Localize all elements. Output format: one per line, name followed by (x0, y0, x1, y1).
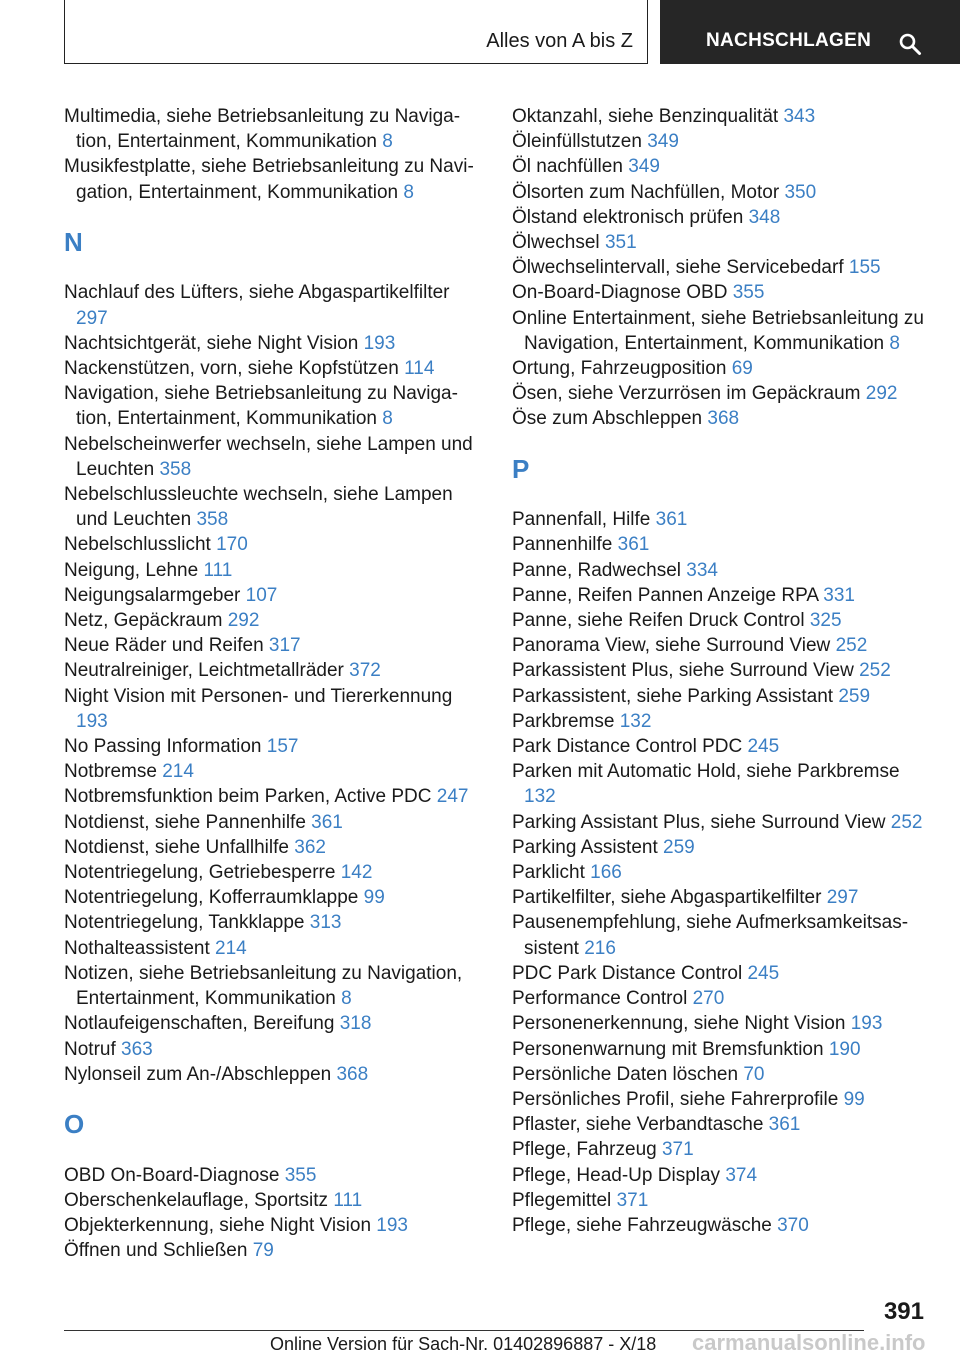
index-entry-text: Oberschenkelauflage, Sportsitz (64, 1189, 329, 1211)
index-entry (64, 633, 480, 658)
index-entry-text: Persönliche Daten löschen (512, 1063, 739, 1085)
index-entry (512, 255, 932, 280)
index-entry (512, 558, 932, 583)
index-entry-text: Neue Räder und Reifen (64, 635, 264, 657)
page-reference-link[interactable]: 99 (363, 887, 385, 909)
index-entry (64, 154, 480, 204)
index-entry (512, 129, 932, 154)
page-reference-link[interactable]: 317 (268, 635, 301, 657)
index-entry (64, 835, 480, 860)
page-reference-link[interactable]: 270 (692, 988, 725, 1010)
index-entry (512, 1011, 932, 1036)
online-version-note: Online Version für Sach-Nr. 01402896887 - X/18 (270, 1334, 657, 1354)
index-entry-text: On-Board-Diagnose OBD (512, 282, 728, 304)
page-reference-link[interactable]: 371 (616, 1189, 649, 1211)
page-reference-link[interactable]: 8 (403, 181, 414, 203)
page-reference-link[interactable]: 107 (245, 584, 278, 606)
index-entry (512, 885, 932, 910)
page-reference-link[interactable]: 132 (619, 710, 652, 732)
page-reference-link[interactable]: 368 (336, 1063, 369, 1085)
page-reference-link[interactable]: 297 (76, 307, 108, 329)
page-reference-link[interactable]: 216 (584, 937, 616, 959)
page-reference-link[interactable]: 292 (865, 383, 898, 405)
index-entry (512, 1163, 932, 1188)
index-entry (64, 1188, 480, 1213)
index-entry (64, 961, 480, 1011)
index-entry-text: Nackenstützen, vorn, siehe Kopfstützen (64, 358, 399, 380)
search-icon[interactable] (898, 32, 922, 56)
page-reference-link[interactable]: 214 (162, 761, 194, 783)
index-entry (512, 759, 932, 809)
page-reference-link[interactable]: 190 (828, 1038, 861, 1060)
index-entry-text: Nachlauf des Lüfters, siehe Abgaspartikelfilter (64, 282, 450, 304)
index-entry (64, 936, 480, 961)
page-reference-link[interactable]: 252 (890, 811, 923, 833)
page-reference-link[interactable]: 358 (159, 458, 192, 480)
index-entry-text: Oktanzahl, siehe Benzinqualität (512, 106, 779, 127)
index-entry-text: Personenerkennung, siehe Night Vision (512, 1013, 846, 1035)
index-entry (64, 810, 480, 835)
index-entry-text: Panne, Reifen Pannen Anzeige RPA (512, 584, 818, 606)
index-entry (64, 1037, 480, 1062)
index-entry-text: Pflege, Head-Up Display (512, 1164, 721, 1186)
page-reference-link[interactable]: 166 (590, 862, 622, 884)
index-entry-text: Nebelschlusslicht (64, 534, 211, 556)
index-entry (512, 608, 932, 633)
page-reference-link[interactable]: 8 (382, 408, 393, 430)
page-reference-link[interactable]: 371 (661, 1139, 694, 1161)
index-entry (64, 356, 480, 381)
index-entry (64, 684, 480, 734)
index-entry-text: Parking Assistant Plus, siehe Surround View (512, 811, 886, 833)
index-entry-text: Ortung, Fahrzeugposition (512, 358, 727, 380)
page-reference-link[interactable]: 214 (215, 937, 247, 959)
index-entry-text: Online Entertainment, siehe Betriebsanleitung zu Navigation, Entertainment, Kommunikation (512, 307, 924, 354)
page-reference-link[interactable]: 193 (363, 332, 396, 354)
index-entry-text: Notruf (64, 1038, 116, 1060)
page-reference-link[interactable]: 193 (376, 1214, 408, 1236)
index-letter-heading: N (64, 226, 83, 257)
index-entry-text: Pflegemittel (512, 1189, 612, 1211)
index-entry-text: Nebelscheinwerfer wechseln, siehe Lampen und Leuchten (64, 433, 473, 480)
index-entry (512, 280, 932, 305)
page-reference-link[interactable]: 334 (686, 559, 718, 581)
index-entry-text: Öleinfüllstutzen (512, 131, 642, 153)
index-entry (64, 482, 480, 532)
index-entry-text: Ösen, siehe Verzurrösen im Gepäckraum (512, 383, 861, 405)
index-entry (512, 810, 932, 835)
page-reference-link[interactable]: 355 (732, 282, 765, 304)
page-reference-link[interactable]: 111 (333, 1189, 363, 1211)
index-entry-text: Panne, siehe Reifen Druck Control (512, 610, 805, 632)
chapter-tab[interactable] (660, 0, 960, 64)
index-entry (64, 860, 480, 885)
index-entry (64, 583, 480, 608)
index-entry-text: Performance Control (512, 988, 688, 1010)
page-reference-link[interactable]: 252 (859, 660, 891, 682)
index-entry-text: Notentriegelung, Tankklappe (64, 912, 305, 934)
index-entry-text: Notentriegelung, Getriebesperre (64, 862, 336, 884)
page-reference-link[interactable]: 350 (784, 181, 817, 203)
index-entry (64, 608, 480, 633)
page-reference-link[interactable]: 331 (823, 584, 855, 606)
index-entry-text: Neutralreiniger, Leichtmetallräder (64, 660, 344, 682)
index-entry-text: Navigation, siehe Betriebsanleitung zu Navigation, Entertainment, Kommunikation (64, 383, 458, 430)
page-reference-link[interactable]: 245 (747, 736, 780, 758)
page-reference-link[interactable]: 292 (227, 610, 260, 632)
index-entry (64, 1011, 480, 1036)
index-letter-heading: P (512, 453, 530, 484)
index-entry (64, 658, 480, 683)
index-entry (64, 1238, 480, 1263)
page-reference-link[interactable]: 245 (747, 962, 780, 984)
index-entry (64, 910, 480, 935)
index-entry (512, 381, 932, 406)
page-reference-link[interactable]: 114 (404, 358, 435, 380)
section-tab (64, 0, 648, 64)
page-reference-link[interactable]: 79 (252, 1240, 274, 1262)
index-entry-text: Nylonseil zum An-/Abschleppen (64, 1063, 332, 1085)
page-reference-link[interactable]: 372 (349, 660, 381, 682)
index-entry-text: OBD On-Board-Diagnose (64, 1164, 280, 1186)
index-column-left (64, 104, 480, 1263)
page-reference-link[interactable]: 297 (826, 887, 859, 909)
page-reference-link[interactable]: 259 (838, 685, 871, 707)
index-column-right (512, 104, 932, 1238)
index-entry-text: Pannenfall, Hilfe (512, 509, 651, 531)
index-entry (64, 734, 480, 759)
page-reference-link[interactable]: 252 (835, 635, 868, 657)
page-reference-link[interactable]: 343 (783, 106, 816, 127)
index-entry (512, 356, 932, 381)
page-reference-link[interactable]: 349 (647, 131, 679, 153)
index-entry (64, 331, 480, 356)
page-reference-link[interactable]: 8 (382, 131, 393, 153)
index-entry-text: Notdienst, siehe Pannenhilfe (64, 811, 306, 833)
index-entry-text: Notizen, siehe Betriebsanleitung zu Navigation, Entertainment, Kommunikation (64, 962, 463, 1010)
index-entry (512, 633, 932, 658)
page-reference-link[interactable]: 355 (284, 1164, 317, 1186)
index-entry-text: Parkbremse (512, 710, 615, 732)
page-reference-link[interactable]: 157 (266, 736, 299, 758)
index-entry-text: Nachtsichtgerät, siehe Night Vision (64, 332, 359, 354)
index-entry-text: Objekterkennung, siehe Night Vision (64, 1214, 372, 1236)
index-entry-text: Parklicht (512, 862, 585, 884)
page-reference-link[interactable]: 8 (889, 332, 900, 354)
index-entry (64, 885, 480, 910)
index-entry-text: Öl nachfüllen (512, 156, 623, 178)
index-entry (512, 658, 932, 683)
index-entry-text: PDC Park Distance Control (512, 962, 743, 984)
page-reference-link[interactable]: 193 (76, 710, 108, 732)
page-reference-link[interactable]: 155 (848, 257, 881, 279)
index-entry (64, 1213, 480, 1238)
index-entry-text: Ölsorten zum Nachfüllen, Motor (512, 181, 780, 203)
index-entry (512, 306, 932, 356)
page-reference-link[interactable]: 132 (524, 786, 556, 808)
page-reference-link[interactable]: 313 (309, 912, 342, 934)
index-entry (64, 532, 480, 557)
index-entry-text: Parken mit Automatic Hold, siehe Parkbremse (512, 761, 900, 783)
index-entry-text: Notentriegelung, Kofferraumklappe (64, 887, 359, 909)
index-entry-text: Pannenhilfe (512, 534, 613, 556)
index-entry (64, 759, 480, 784)
index-entry (512, 532, 932, 557)
index-entry (512, 684, 932, 709)
index-entry (512, 835, 932, 860)
index-entry (512, 406, 932, 431)
index-entry-text: Netz, Gepäckraum (64, 610, 223, 632)
index-entry (64, 381, 480, 431)
page-reference-link[interactable]: 69 (731, 358, 753, 380)
page-reference-link[interactable]: 361 (617, 534, 650, 556)
index-entry-text: Park Distance Control PDC (512, 736, 743, 758)
index-entry (512, 1037, 932, 1062)
index-entry (512, 961, 932, 986)
page-reference-link[interactable]: 99 (843, 1088, 865, 1110)
index-entry (512, 1188, 932, 1213)
index-entry (512, 154, 932, 179)
index-entry (64, 104, 480, 154)
index-entry (512, 507, 932, 532)
index-entry-text: Panne, Radwechsel (512, 559, 681, 581)
index-entry (512, 734, 932, 759)
index-entry (512, 180, 932, 205)
section-title: Alles von A bis Z (486, 30, 633, 52)
index-entry (64, 784, 480, 809)
page-reference-link[interactable]: 325 (809, 610, 842, 632)
index-entry (512, 860, 932, 885)
page-reference-link[interactable]: 142 (340, 862, 373, 884)
index-entry-text: Personenwarnung mit Bremsfunktion (512, 1038, 824, 1060)
index-entry (64, 1062, 480, 1087)
index-entry-text: Pflege, Fahrzeug (512, 1139, 657, 1161)
index-entry (512, 1062, 932, 1087)
index-entry-text: Pflege, siehe Fahrzeugwäsche (512, 1214, 772, 1236)
index-entry-text: Persönliches Profil, siehe Fahrerprofile (512, 1088, 839, 1110)
watermark: carmanualsonline.info (692, 1330, 926, 1355)
index-entry (512, 1137, 932, 1162)
page-reference-link[interactable]: 349 (628, 156, 660, 178)
index-entry (512, 205, 932, 230)
page-reference-link[interactable]: 374 (725, 1164, 758, 1186)
index-entry (512, 1112, 932, 1137)
index-entry-text: Notdienst, siehe Unfallhilfe (64, 836, 289, 858)
page-reference-link[interactable]: 70 (743, 1063, 765, 1085)
page-reference-link[interactable]: 318 (339, 1013, 372, 1035)
index-entry-text: Musikfestplatte, siehe Betriebsanleitung zu Navigation, Entertainment, Kommunikation (64, 156, 474, 203)
index-entry (512, 709, 932, 734)
chapter-title: NACHSCHLAGEN (706, 30, 872, 51)
index-entry-text: Öse zum Abschleppen (512, 408, 703, 430)
page-reference-link[interactable]: 361 (655, 509, 688, 531)
index-entry-text: Partikelfilter, siehe Abgaspartikelfilter (512, 887, 822, 909)
page-reference-link[interactable]: 368 (707, 408, 740, 430)
page-reference-link[interactable]: 8 (341, 988, 352, 1010)
index-entry-text: Pflaster, siehe Verbandtasche (512, 1114, 764, 1136)
index-entry-text: Neigungsalarmgeber (64, 584, 241, 606)
index-entry-text: Ölstand elektronisch prüfen (512, 206, 744, 228)
index-entry (512, 1087, 932, 1112)
index-entry-text: Parking Assistent (512, 836, 658, 858)
page-reference-link[interactable]: 111 (203, 559, 233, 581)
index-entry-text: Ölwechselintervall, siehe Servicebedarf (512, 257, 844, 279)
index-entry-text: Nothalteassistent (64, 937, 210, 959)
page-reference-link[interactable]: 358 (196, 509, 229, 531)
index-entry (64, 432, 480, 482)
index-entry-text: Neigung, Lehne (64, 559, 199, 581)
page-reference-link[interactable]: 361 (768, 1114, 801, 1136)
index-entry-text: Parkassistent Plus, siehe Surround View (512, 660, 854, 682)
index-entry (64, 558, 480, 583)
index-entry-text: Multimedia, siehe Betriebsanleitung zu Navigation, Entertainment, Kommunikation (64, 106, 461, 153)
index-entry-text: Parkassistent, siehe Parking Assistant (512, 685, 834, 707)
index-entry-text: Night Vision mit Personen- und Tiererkennung (64, 685, 453, 707)
index-entry (512, 1213, 932, 1238)
index-letter-heading: O (64, 1108, 85, 1139)
page-reference-link[interactable]: 247 (436, 786, 469, 808)
page-reference-link[interactable]: 361 (311, 811, 343, 833)
page-reference-link[interactable]: 351 (604, 232, 637, 254)
index-entry-text: Notbremse (64, 761, 157, 783)
index-entry-text: Panorama View, siehe Surround View (512, 635, 831, 657)
index-entry-text: Notbremsfunktion beim Parken, Active PDC (64, 786, 432, 808)
index-entry-text: Öffnen und Schließen (64, 1240, 248, 1262)
index-entry-text: Ölwechsel (512, 232, 600, 254)
page-reference-link[interactable]: 370 (777, 1214, 809, 1236)
page-reference-link[interactable]: 170 (216, 534, 248, 556)
index-entry-text: No Passing Information (64, 736, 262, 758)
page-reference-link[interactable]: 259 (663, 836, 695, 858)
index-entry-text: Notlaufeigenschaften, Bereifung (64, 1013, 335, 1035)
page-reference-link[interactable]: 363 (121, 1038, 153, 1060)
page-reference-link[interactable]: 362 (294, 836, 326, 858)
page-number: 391 (883, 1298, 924, 1325)
index-entry (512, 986, 932, 1011)
index-entry (512, 230, 932, 255)
index-entry (64, 280, 480, 330)
page-reference-link[interactable]: 348 (748, 206, 781, 228)
index-entry-text: Pausenempfehlung, siehe Aufmerksamkeitsassistent (512, 912, 909, 959)
index-entry (512, 104, 932, 129)
index-entry (512, 910, 932, 960)
index-entry (512, 583, 932, 608)
index-entry (64, 1163, 480, 1188)
page-reference-link[interactable]: 193 (850, 1013, 883, 1035)
index-entry-text: Nebelschlussleuchte wechseln, siehe Lampen und Leuchten (64, 484, 453, 531)
